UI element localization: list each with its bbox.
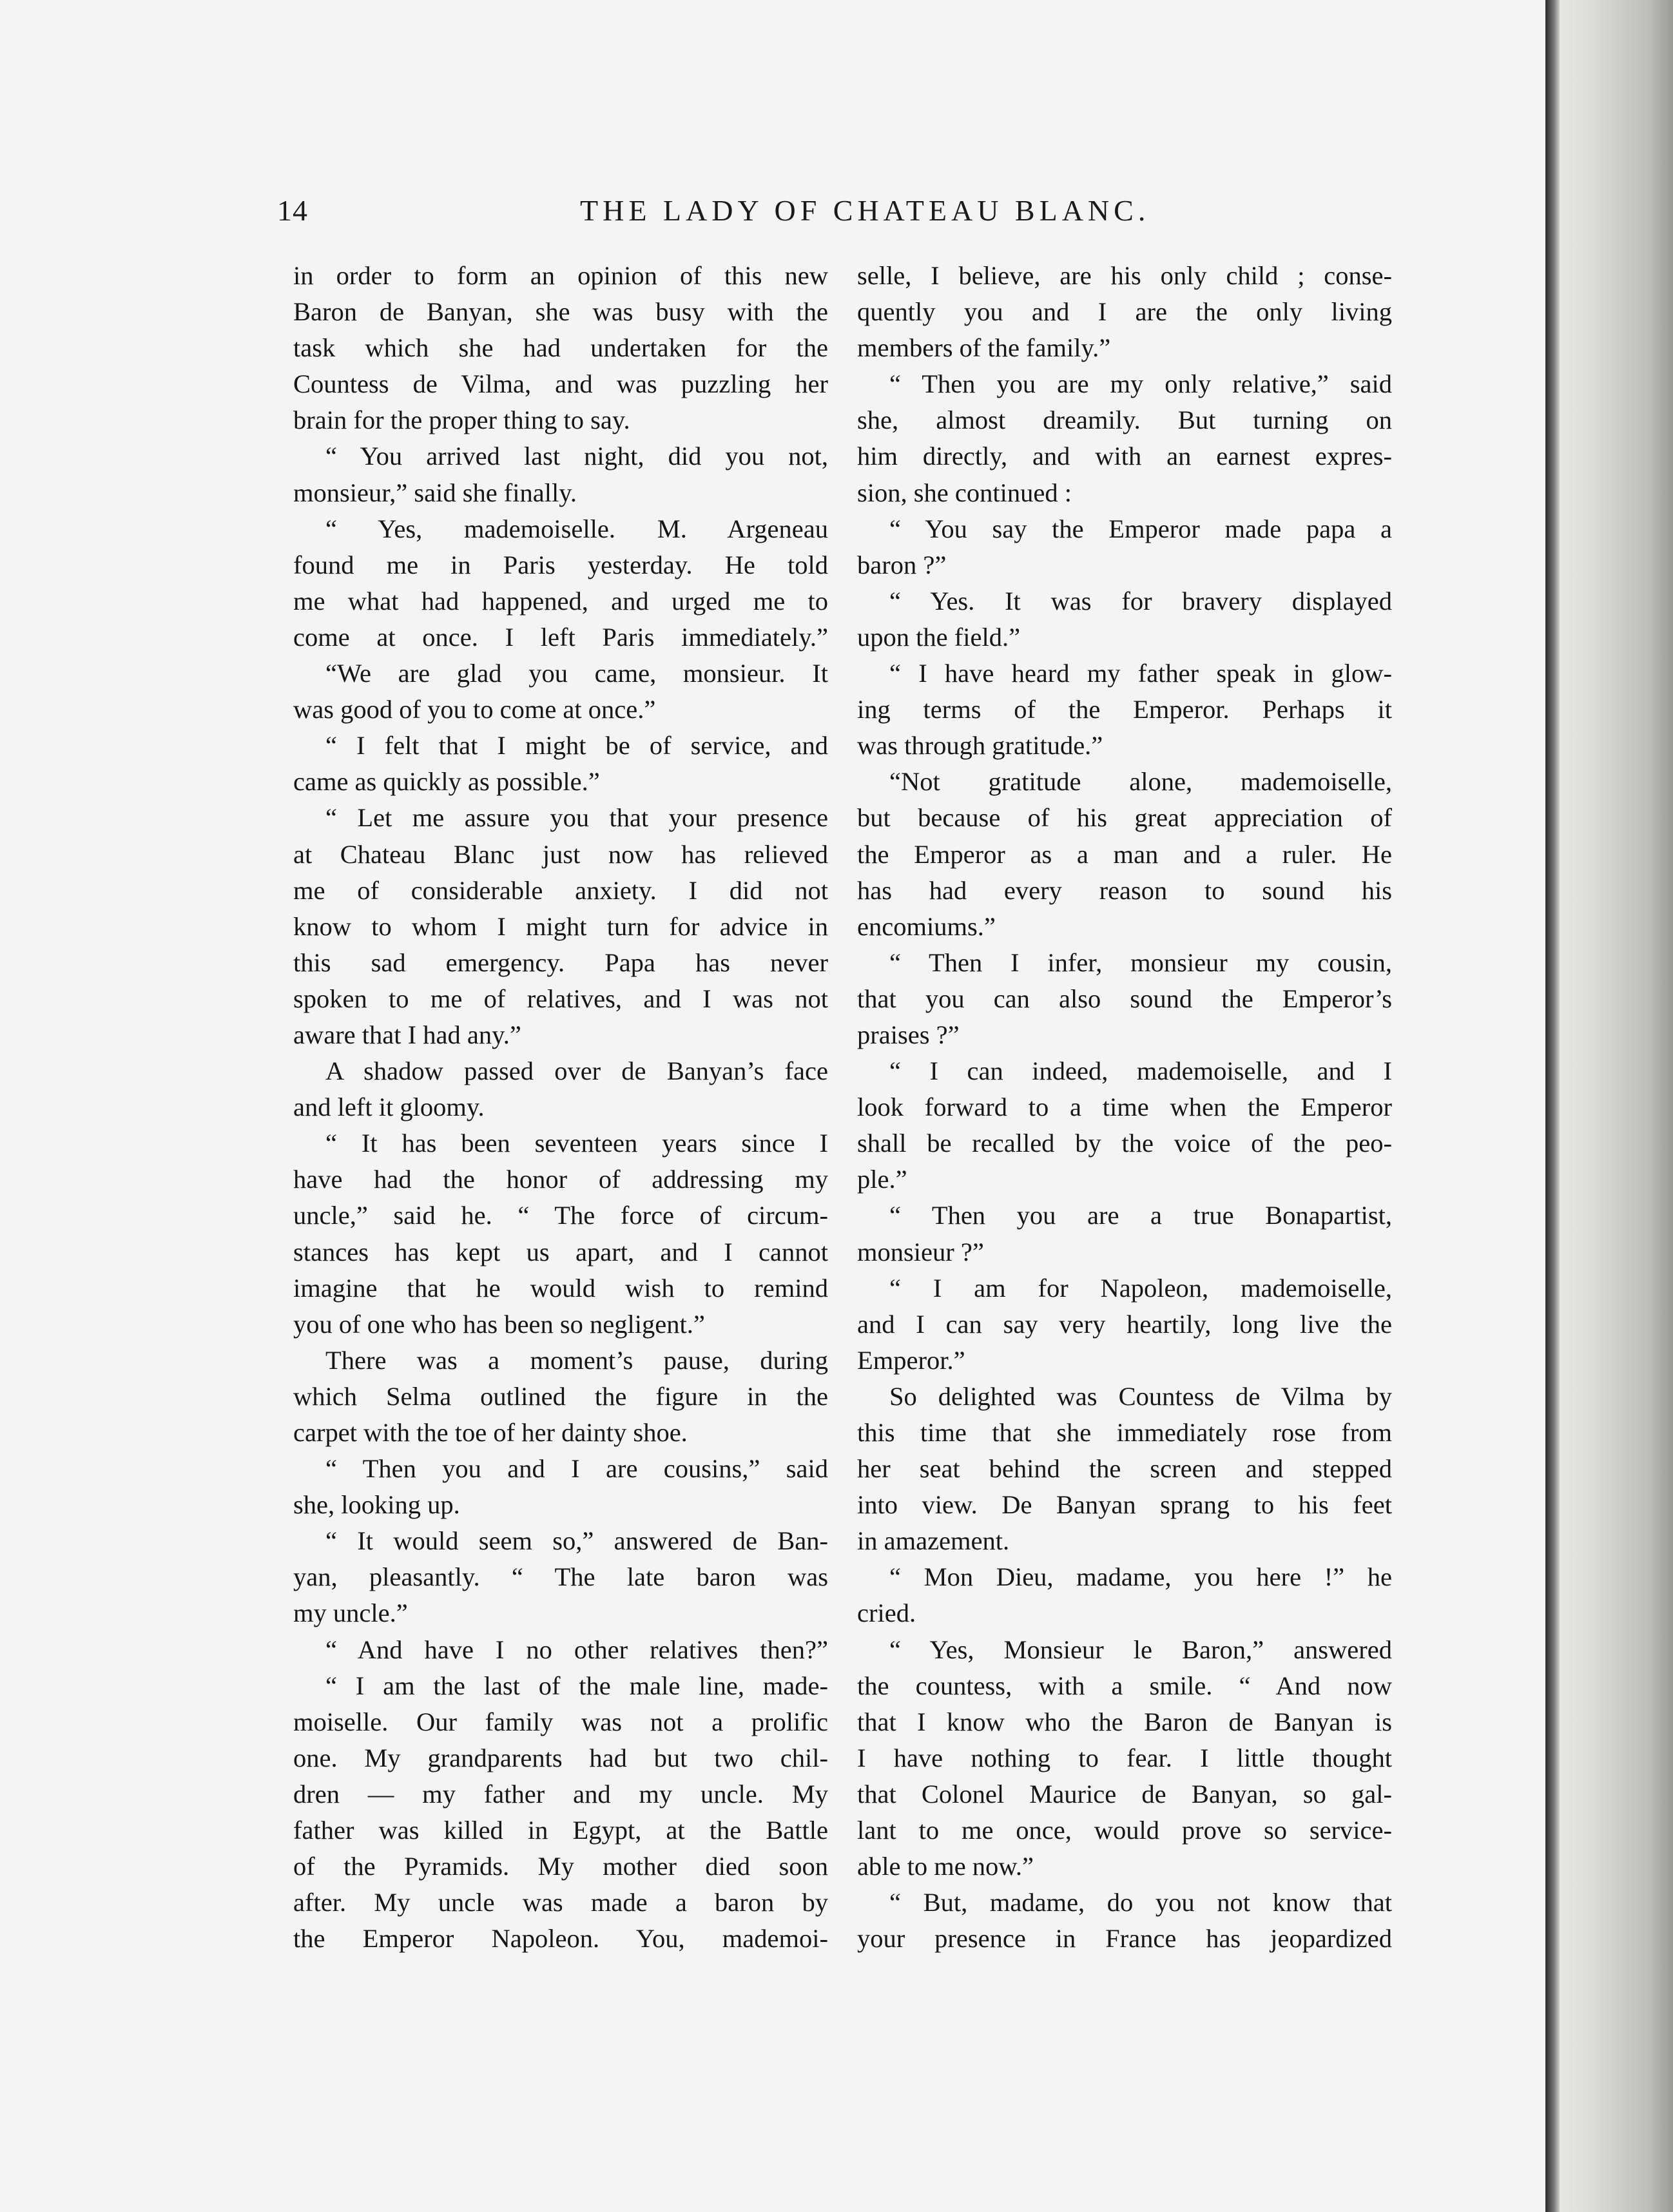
text-line: monsieur,” said she finally.: [293, 478, 577, 507]
text-line: “ Then you and I are cousins,” said: [325, 1454, 828, 1484]
running-title: THE LADY OF CHATEAU BLANC.: [580, 194, 1150, 227]
text-line: she, looking up.: [293, 1490, 460, 1520]
text-line: of the Pyramids. My mother died soon: [293, 1852, 828, 1881]
text-line: the countess, with a smile. “ And now: [857, 1671, 1392, 1700]
page-binding-edge: [1552, 0, 1673, 2212]
text-line: “ It would seem so,” answered de Ban-: [325, 1526, 828, 1556]
text-line: stances has kept us apart, and I cannot: [293, 1237, 828, 1266]
text-line: ing terms of the Emperor. Perhaps it: [857, 695, 1392, 724]
text-line: “ I have heard my father speak in glow-: [889, 659, 1392, 688]
text-line: monsieur ?”: [857, 1237, 984, 1266]
text-line: “ You say the Emperor made papa a: [889, 514, 1392, 543]
text-line: “ You arrived last night, did you not,: [325, 441, 828, 471]
page-header: [277, 193, 1437, 245]
text-line: the Emperor as a man and a ruler. He: [857, 839, 1392, 869]
text-line: that you can also sound the Emperor’s: [857, 984, 1392, 1013]
text-line: “Not gratitude alone, mademoiselle,: [889, 767, 1392, 797]
text-line: “ It has been seventeen years since I: [325, 1129, 828, 1158]
text-line: “We are glad you came, monsieur. It: [325, 659, 828, 688]
text-line: cried.: [857, 1598, 916, 1628]
text-line: aware that I had any.”: [293, 1020, 521, 1049]
text-line: carpet with the toe of her dainty shoe.: [293, 1418, 688, 1447]
right-text-column: [857, 258, 1392, 1957]
text-line: father was killed in Egypt, at the Battle: [293, 1816, 828, 1845]
text-line: quently you and I are the only living: [857, 297, 1392, 327]
text-line: him directly, and with an earnest expres-: [857, 441, 1392, 471]
text-line: at Chateau Blanc just now has relieved: [293, 839, 828, 869]
text-line: “ Yes, Monsieur le Baron,” answered: [889, 1635, 1392, 1664]
text-line: “ Then I infer, monsieur my cousin,: [889, 947, 1392, 977]
text-line: encomiums.”: [857, 911, 996, 941]
text-line: this sad emergency. Papa has never: [293, 947, 828, 977]
text-line: was good of you to come at once.”: [293, 695, 656, 724]
text-line: imagine that he would wish to remind: [293, 1273, 828, 1303]
left-text-column: [293, 258, 828, 1957]
text-line: A shadow passed over de Banyan’s face: [325, 1056, 828, 1086]
text-line: was through gratitude.”: [857, 731, 1103, 761]
page-number: 14: [277, 194, 308, 227]
text-line: has had every reason to sound his: [857, 875, 1392, 905]
book-spine-shadow: [1545, 0, 1560, 2212]
text-line: shall be recalled by the voice of the peo-: [857, 1129, 1392, 1158]
text-line: know to whom I might turn for advice in: [293, 911, 828, 941]
text-line: “ Yes. It was for bravery displayed: [889, 586, 1392, 616]
text-line: There was a moment’s pause, during: [325, 1345, 828, 1375]
text-line: and left it gloomy.: [293, 1092, 485, 1122]
text-line: found me in Paris yesterday. He told: [293, 550, 828, 579]
text-line: able to me now.”: [857, 1852, 1034, 1881]
text-line: lant to me once, would prove so service-: [857, 1816, 1392, 1845]
text-line: “ Yes, mademoiselle. M. Argeneau: [325, 514, 828, 543]
text-line: “ I am for Napoleon, mademoiselle,: [889, 1273, 1392, 1303]
text-line: So delighted was Countess de Vilma by: [889, 1381, 1392, 1411]
text-line: but because of his great appreciation of: [857, 803, 1392, 833]
text-line: her seat behind the screen and stepped: [857, 1454, 1392, 1484]
text-line: task which she had undertaken for the: [293, 333, 828, 363]
text-line: the Emperor Napoleon. You, mademoi-: [293, 1924, 828, 1954]
text-line: that Colonel Maurice de Banyan, so gal-: [857, 1779, 1392, 1809]
text-line: “ But, madame, do you not know that: [889, 1888, 1392, 1917]
text-line: and I can say very heartily, long live the: [857, 1309, 1392, 1339]
text-line: which Selma outlined the figure in the: [293, 1381, 828, 1411]
text-line: sion, she continued :: [857, 478, 1072, 507]
text-line: come at once. I left Paris immediately.”: [293, 622, 828, 652]
text-line: “ I am the last of the male line, made-: [325, 1671, 828, 1700]
text-line: into view. De Banyan sprang to his feet: [857, 1490, 1392, 1520]
text-line: came as quickly as possible.”: [293, 767, 600, 797]
text-line: look forward to a time when the Emperor: [857, 1092, 1392, 1122]
text-line: “ Let me assure you that your presence: [325, 803, 828, 833]
text-line: I have nothing to fear. I little thought: [857, 1743, 1392, 1772]
text-line: moiselle. Our family was not a prolific: [293, 1707, 828, 1736]
text-line: “ I felt that I might be of service, and: [325, 731, 828, 761]
text-line: selle, I believe, are his only child ; conse-: [857, 261, 1392, 290]
text-line: brain for the proper thing to say.: [293, 405, 630, 435]
text-line: baron ?”: [857, 550, 947, 579]
text-line: “ I can indeed, mademoiselle, and I: [889, 1056, 1392, 1086]
text-line: after. My uncle was made a baron by: [293, 1888, 828, 1917]
text-line: Baron de Banyan, she was busy with the: [293, 297, 828, 327]
text-line: my uncle.”: [293, 1598, 408, 1628]
text-line: praises ?”: [857, 1020, 960, 1049]
text-line: Emperor.”: [857, 1345, 965, 1375]
text-line: that I know who the Baron de Banyan is: [857, 1707, 1392, 1736]
text-line: “ Mon Dieu, madame, you here !” he: [889, 1562, 1392, 1592]
text-line: this time that she immediately rose from: [857, 1418, 1392, 1447]
text-line: she, almost dreamily. But turning on: [857, 405, 1392, 435]
text-line: in order to form an opinion of this new: [293, 261, 828, 290]
text-line: spoken to me of relatives, and I was not: [293, 984, 828, 1013]
text-line: you of one who has been so negligent.”: [293, 1309, 705, 1339]
text-line: dren — my father and my uncle. My: [293, 1779, 828, 1809]
text-line: me of considerable anxiety. I did not: [293, 875, 828, 905]
text-line: one. My grandparents had but two chil-: [293, 1743, 828, 1772]
text-line: in amazement.: [857, 1526, 1010, 1556]
text-line: upon the field.”: [857, 622, 1021, 652]
text-line: your presence in France has jeopardized: [857, 1924, 1392, 1954]
text-line: have had the honor of addressing my: [293, 1165, 828, 1194]
text-line: “ Then you are a true Bonapartist,: [889, 1201, 1392, 1230]
text-line: Countess de Vilma, and was puzzling her: [293, 369, 828, 399]
text-line: yan, pleasantly. “ The late baron was: [293, 1562, 828, 1592]
text-line: members of the family.”: [857, 333, 1111, 363]
text-line: “ Then you are my only relative,” said: [889, 369, 1392, 399]
text-line: “ And have I no other relatives then?”: [325, 1635, 828, 1664]
text-line: ple.”: [857, 1165, 907, 1194]
text-line: me what had happened, and urged me to: [293, 586, 828, 616]
text-line: uncle,” said he. “ The force of circum-: [293, 1201, 828, 1230]
